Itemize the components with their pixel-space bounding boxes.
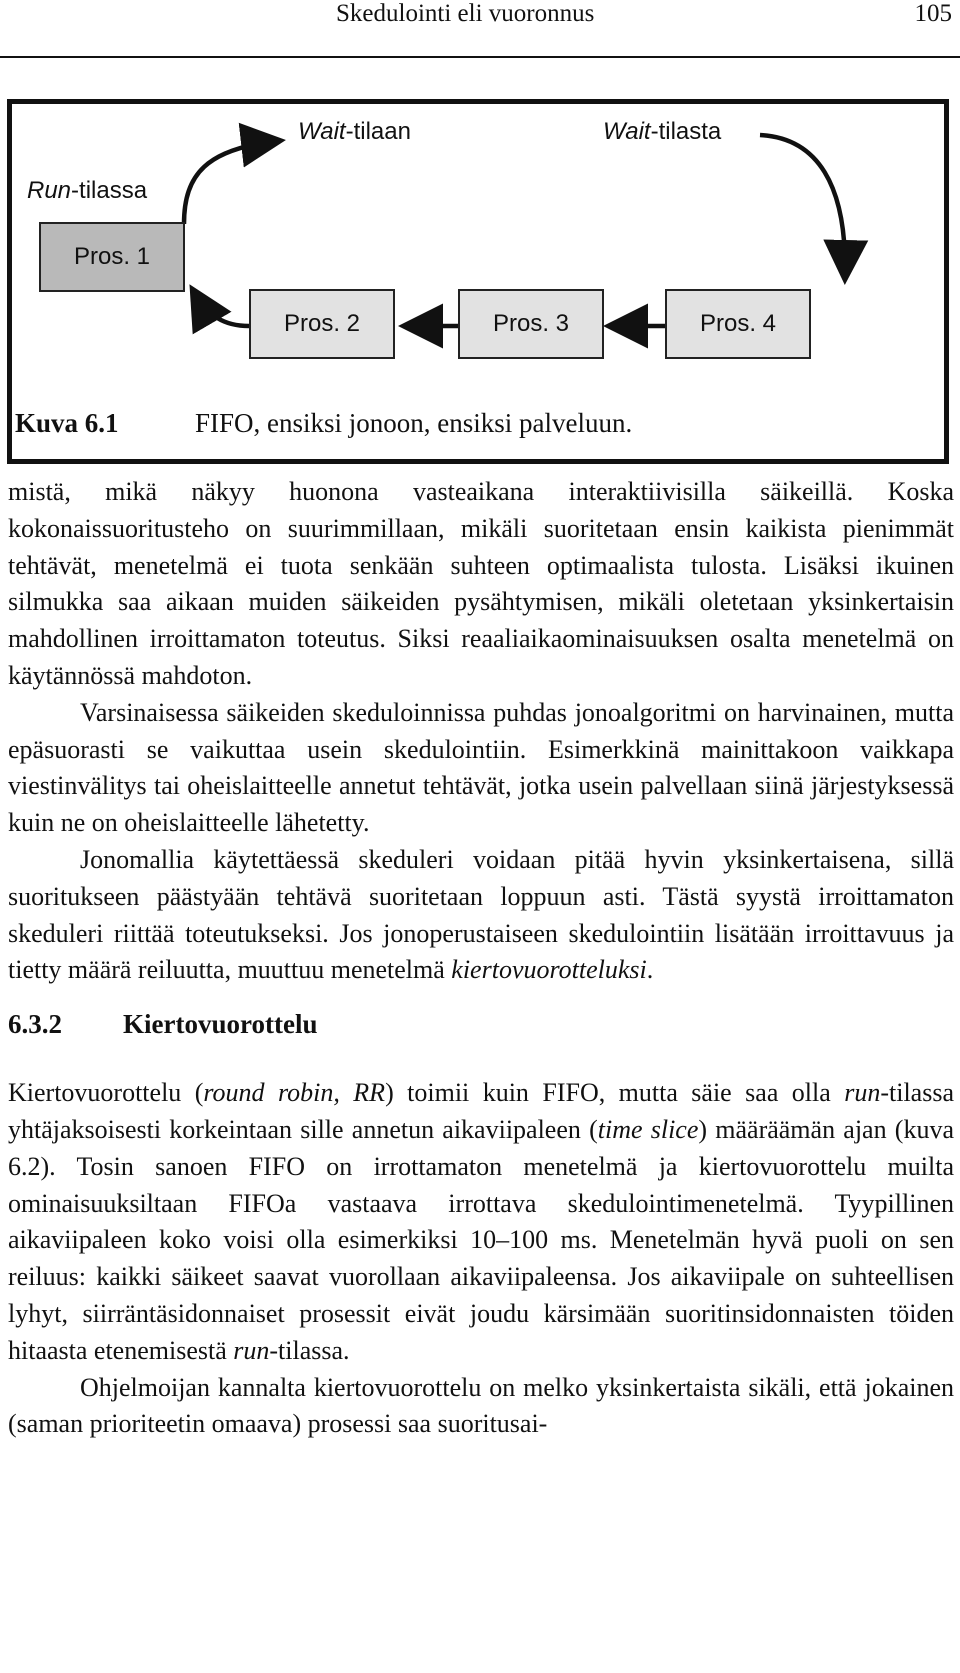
paragraph-4: Kiertovuorottelu (round robin, RR) toimii kuin FIFO, mutta säie saa olla run-tilassa yhtäjaksoisesti korkeintaan sille annetun aikaviipaleen (time slice) määräämän ajan (kuva 6.2). Tosin sanoen FIFO on irrottamaton menetelmä ja kiertovuorottelu muilta ominaisuuksiltaan FIFOa vastaava irrottava skedulointimenetelmä. Tyypillinen aikaviipaleen koko voisi olla esimerkiksi 10–100 ms. Menetelmän hyvä puoli on sen reiluus: kaikki säikeet saavat vuorollaan aikaviipaleensa. Jos aikaviipale on suhteellisen lyhyt, siirräntäsidonnaiset prosessit eivät joudu kärsimään suoritinsidonnaisten töiden hitaasta etenemisestä run-tilassa. (8, 1078, 954, 1365)
page-number: 105 (914, 0, 952, 27)
paragraph-2: Varsinaisessa säikeiden skeduloinnissa puhdas jonoalgoritmi on harvinainen, mutta epäsuorasti se vaikuttaa usein skedulointiin. Esimerkkinä mainittakoon vaikkapa viestinvälitys tai oheislaitteelle annetut tehtävät, jotka usein palvellaan siinä järjestyksessä kuin ne on oheislaitteelle lähetetty. (8, 697, 954, 838)
process-box-1: Pros. 1 (39, 222, 185, 292)
header-rule (0, 56, 960, 58)
section-heading (8, 1006, 954, 1042)
from-wait-label: Wait-tilasta (603, 118, 722, 145)
caption-number: Kuva 6.1 (15, 408, 119, 438)
running-header (0, 0, 960, 58)
paragraph-1: mistä, mikä näkyy huonona vasteaikana interaktiivisilla säikeillä. Koska kokonaissuoritusteho on suurimmillaan, mikäli suoritetaan ensin kaikista pienimmät tehtävät, menetelmä ei tuota senkään suhteen optimaalista tulosta. Lisäksi ikuinen silmukka saa aikaan muiden säikeiden pysähtymisen, mikäli oletetaan yksinkertaisin mahdollinen irroittamaton toteutus. Siksi reaaliaikaominaisuuksen osalta menetelmä on käytännössä mahdoton. (8, 477, 954, 690)
process-box-4: Pros. 4 (665, 289, 811, 359)
process-box-2: Pros. 2 (249, 289, 395, 359)
arrow-run-to-wait (184, 141, 277, 224)
section-number: 6.3.2 (8, 1009, 62, 1040)
paragraph-3: Jonomallia käytettäessä skeduleri voidaan pitää hyvin yksinkertaisena, sillä suoritukseen päästyään tehtävä suoritetaan loppuun asti. Tästä syystä irroittamaton skeduleri riittää toteutukseksi. Jos jonoperustaiseen skedulointiin lisätään irroittavuus ja tietty määrä reiluutta, muuttuu menetelmä kiertovuorotteluksi. (8, 844, 954, 985)
arrow-p2-to-p1 (194, 292, 249, 326)
section-title: Kiertovuorottelu (123, 1009, 318, 1040)
process-box-3: Pros. 3 (458, 289, 604, 359)
figure-caption (15, 408, 633, 439)
caption-text: FIFO, ensiksi jonoon, ensiksi palveluun. (195, 408, 633, 438)
run-state-label: Run-tilassa (27, 177, 148, 204)
body-text (8, 474, 954, 1443)
paragraph-5: Ohjelmoijan kannalta kiertovuorottelu on melko yksinkertaista sikäli, että jokainen (saman prioriteetin omaava) prosessi saa suoritusai- (8, 1372, 954, 1439)
to-wait-label: Wait-tilaan (298, 118, 411, 145)
running-title: Skedulointi eli vuoronnus (336, 0, 595, 27)
arrow-wait-to-queue (760, 135, 845, 276)
